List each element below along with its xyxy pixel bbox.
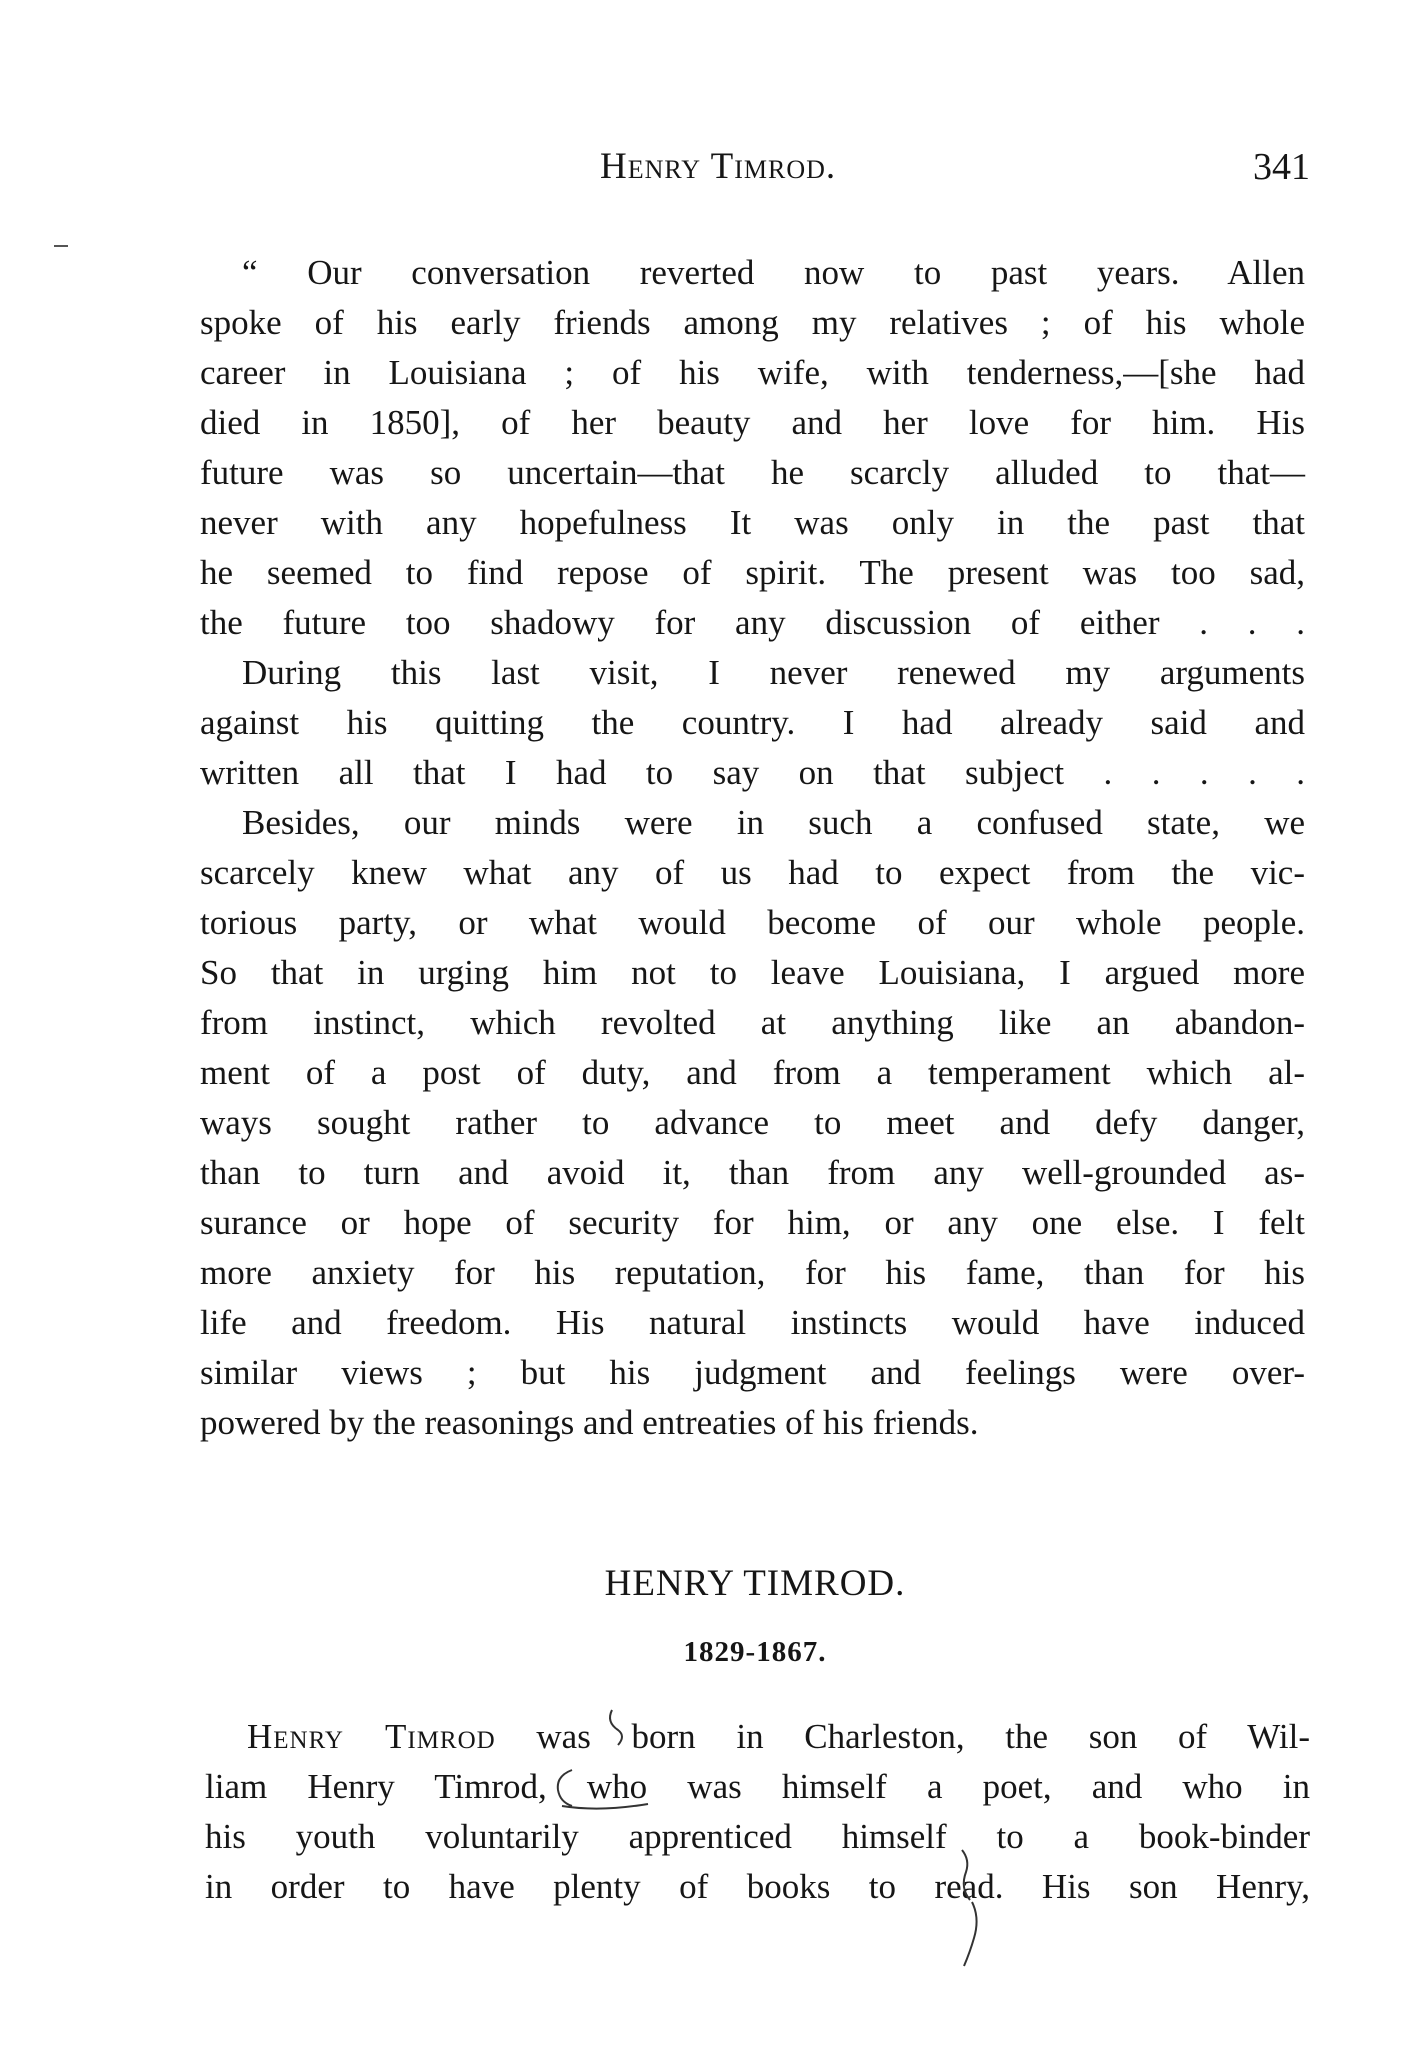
bio-name: Henry Timrod: [247, 1717, 496, 1756]
text-line: died in 1850], of her beauty and her love for him. His: [200, 403, 1305, 442]
text-line: never with any hopefulness It was only in the past that: [200, 503, 1305, 542]
text-line: life and freedom. His natural instincts would have induced: [200, 1303, 1305, 1342]
text-line: scarcely knew what any of us had to expect from the vic-: [200, 853, 1305, 892]
text-line: torious party, or what would become of our whole people.: [200, 903, 1305, 942]
running-title: Henry Timrod.: [600, 146, 837, 187]
text-line: future was so uncertain—that he scarcly alluded to that—: [200, 453, 1305, 492]
text-line: than to turn and avoid it, than from any well-grounded as-: [200, 1153, 1305, 1192]
text-line: surance or hope of security for him, or any one else. I felt: [200, 1203, 1305, 1242]
bio-line: liam Henry Timrod, who was himself a poet, and who in: [205, 1767, 1310, 1806]
bio-text: [205, 1712, 1310, 1912]
bio-line: [205, 1712, 1310, 1762]
section-dates: 1829-1867.: [683, 1636, 827, 1668]
text-line: against his quitting the country. I had already said and: [200, 703, 1305, 742]
text-line: ways sought rather to advance to meet and defy danger,: [200, 1103, 1305, 1142]
text-line: more anxiety for his reputation, for his fame, than for his: [200, 1253, 1305, 1292]
margin-mark: [54, 245, 68, 247]
text-line: spoke of his early friends among my relatives ; of his whole: [200, 303, 1305, 342]
text-line: “ Our conversation reverted now to past years. Allen: [242, 253, 1305, 292]
page-number: 341: [1253, 146, 1310, 188]
bio-line-rest: was born in Charleston, the son of Wil-: [495, 1717, 1310, 1756]
text-line: Besides, our minds were in such a confused state, we: [242, 803, 1305, 842]
text-line: ment of a post of duty, and from a temperament which al-: [200, 1053, 1305, 1092]
bio-line: in order to have plenty of books to read. His son Henry,: [205, 1867, 1310, 1906]
text-line: similar views ; but his judgment and feelings were over-: [200, 1353, 1305, 1392]
text-line: he seemed to find repose of spirit. The present was too sad,: [200, 553, 1305, 592]
text-line: During this last visit, I never renewed my arguments: [242, 653, 1305, 692]
running-head: [200, 145, 1310, 195]
body-text: [200, 248, 1305, 1448]
section-heading: HENRY TIMROD.: [604, 1563, 906, 1604]
bio-line: his youth voluntarily apprenticed himself to a book-binder: [205, 1817, 1310, 1856]
text-line: the future too shadowy for any discussion of either . . .: [200, 603, 1305, 642]
text-line: career in Louisiana ; of his wife, with tenderness,—[she had: [200, 353, 1305, 392]
text-line: powered by the reasonings and entreaties of his friends.: [200, 1403, 979, 1442]
text-line: from instinct, which revolted at anything like an abandon-: [200, 1003, 1305, 1042]
text-line: So that in urging him not to leave Louisiana, I argued more: [200, 953, 1305, 992]
text-line: written all that I had to say on that subject . . . . .: [200, 753, 1305, 792]
